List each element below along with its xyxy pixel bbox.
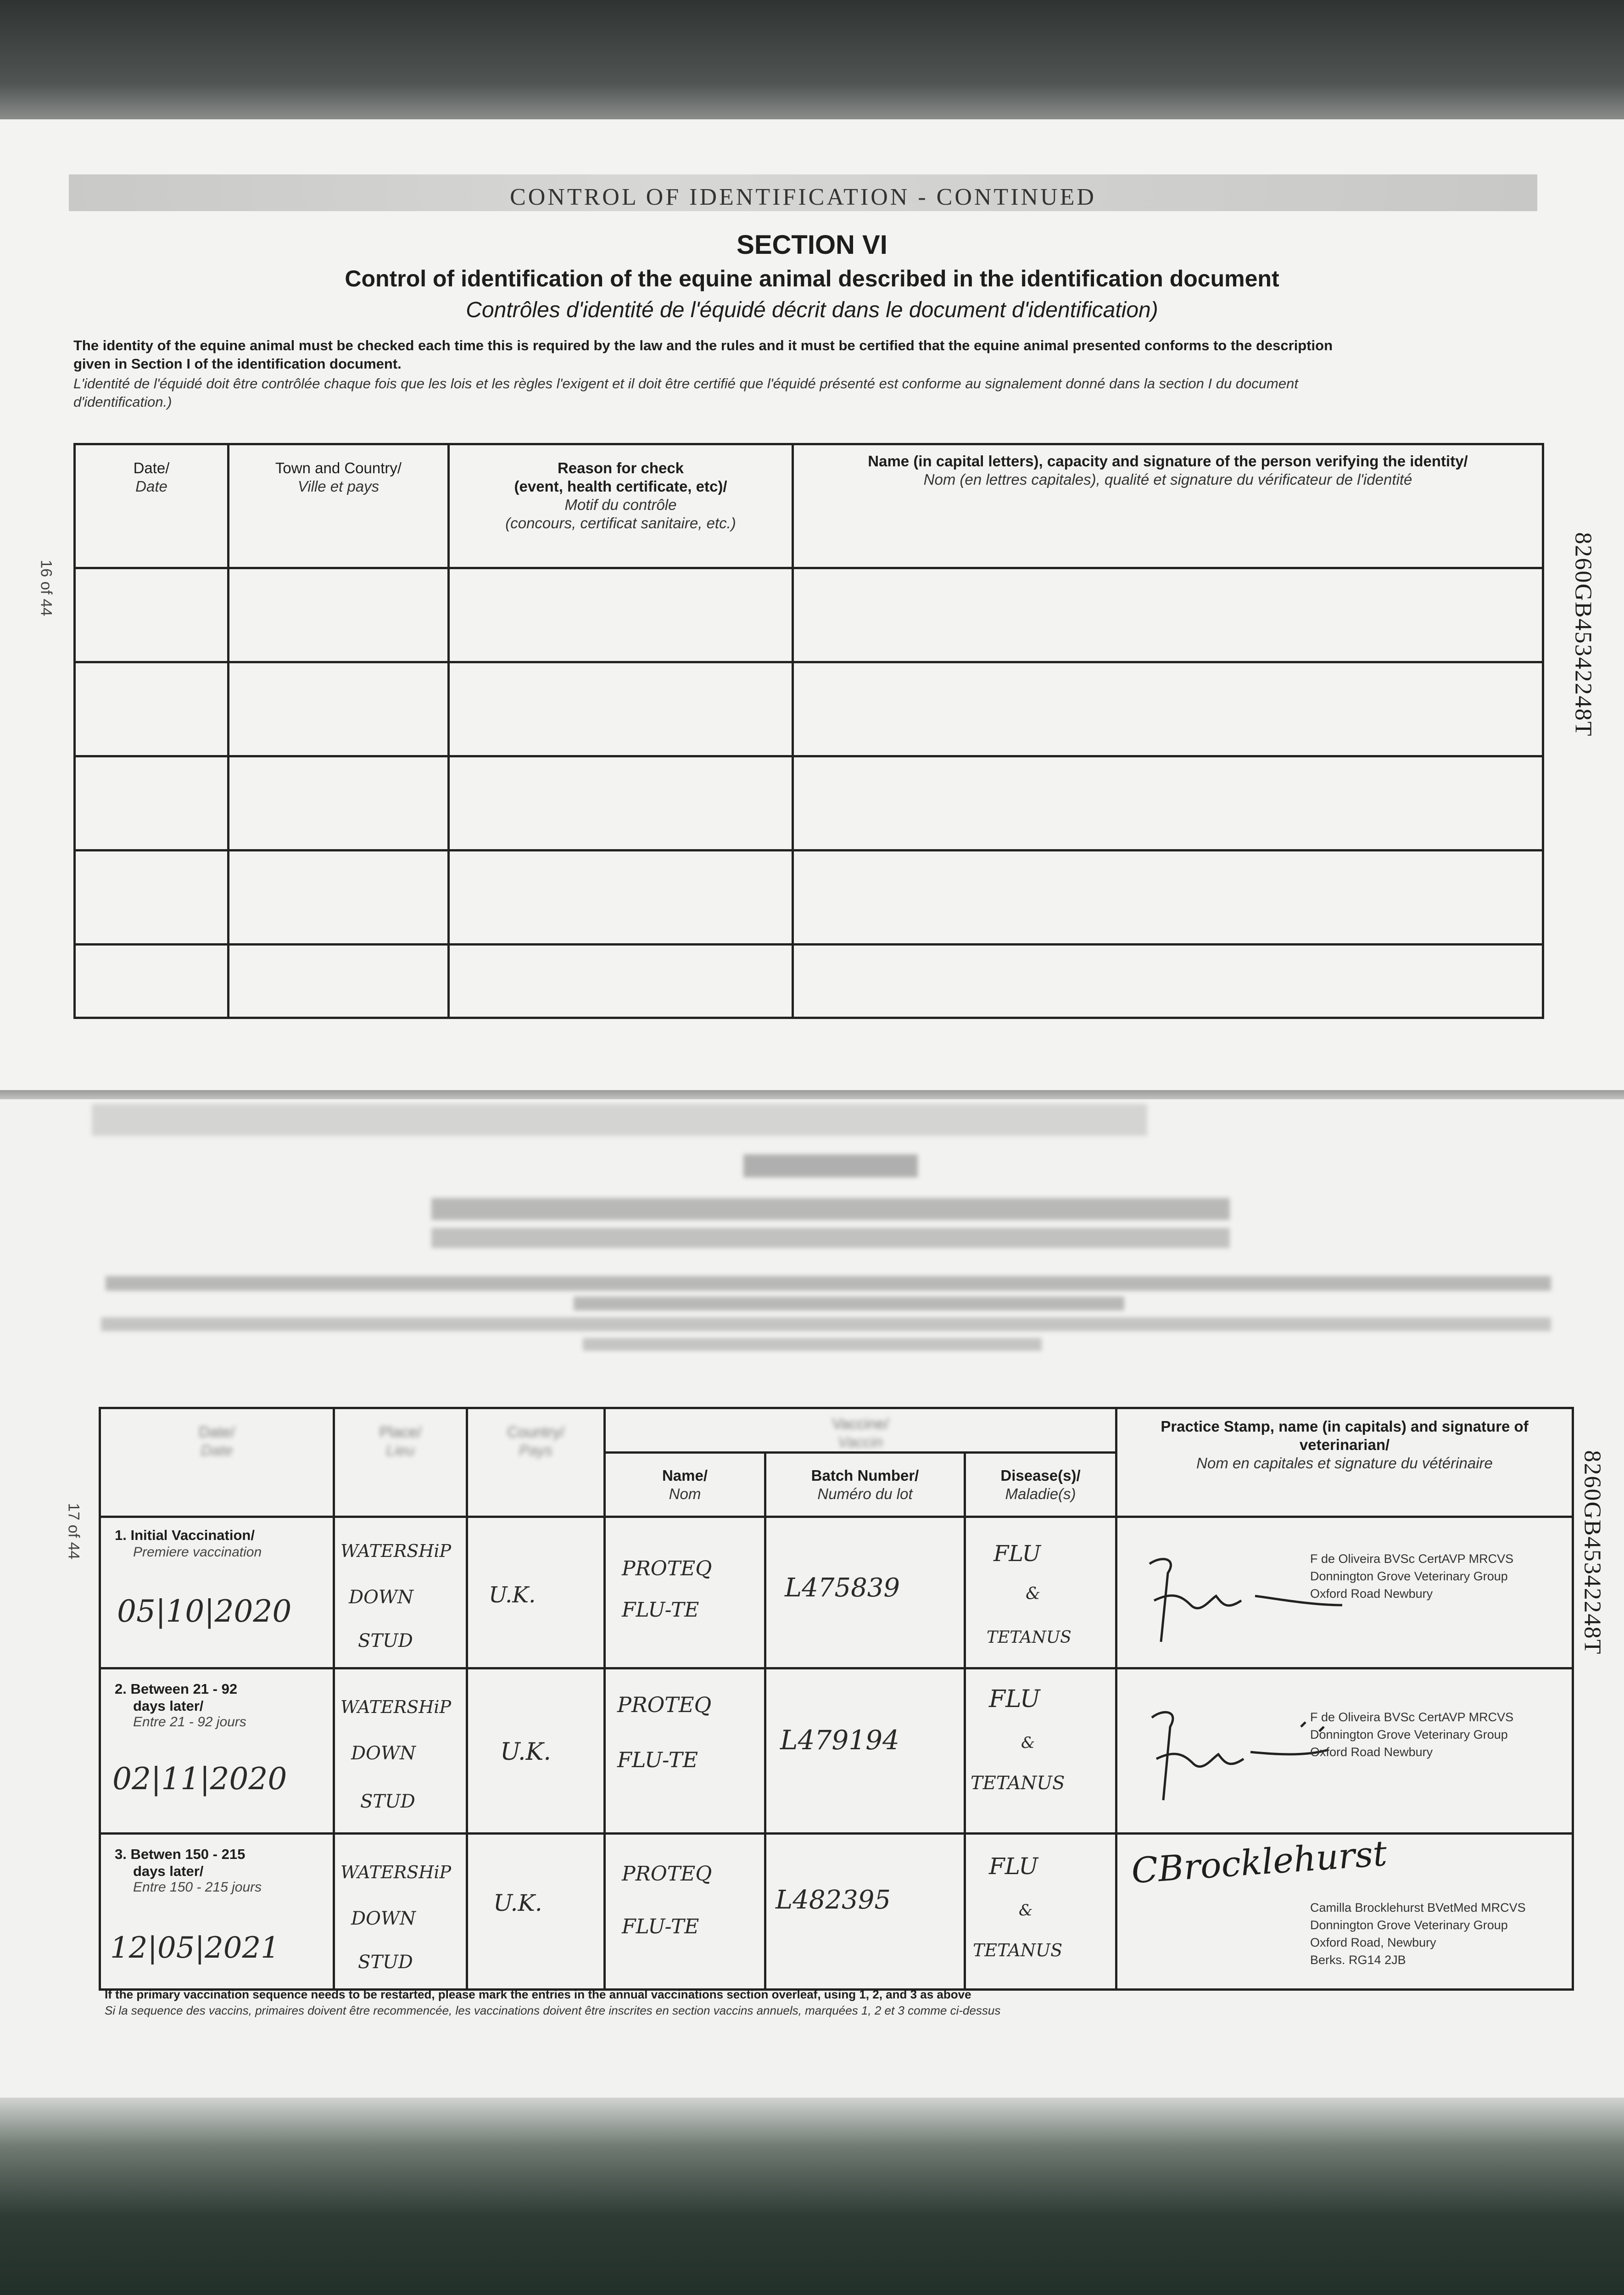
header-stamp-fr: Nom en capitales et signature du vétérinaire — [1196, 1455, 1493, 1472]
row-3-batch-cell[interactable] — [765, 1834, 965, 1990]
col-header-date — [100, 1408, 334, 1517]
table-cell[interactable] — [449, 662, 793, 756]
row-1-batch: L475839 — [785, 1573, 900, 1603]
header-country-fr: Pays — [519, 1442, 553, 1459]
row-3-place-2: DOWN — [351, 1908, 416, 1929]
table-cell[interactable] — [449, 945, 793, 1018]
section-title: SECTION VI — [737, 230, 887, 260]
stamp-line: Donnington Grove Veterinary Group — [1310, 1918, 1508, 1932]
col-header-practice-stamp — [1116, 1408, 1573, 1517]
table-row — [75, 662, 1543, 756]
intro-french-line-2: d'identification.) — [73, 394, 172, 410]
table-cell[interactable] — [75, 851, 229, 945]
blurred-instructions-4 — [583, 1338, 1042, 1351]
row-2-place-3: STUD — [360, 1791, 415, 1812]
row-1-vaccine-1: PROTEQ — [622, 1557, 712, 1580]
header-town-en: Town and Country/ — [275, 459, 402, 476]
row-2-batch: L479194 — [780, 1724, 899, 1756]
vaccination-table — [99, 1407, 1574, 1991]
row-1-disease-1: FLU — [993, 1541, 1041, 1567]
row-3-vaccine-cell[interactable] — [605, 1834, 765, 1990]
col-header-reason — [449, 444, 793, 568]
table-cell[interactable] — [449, 568, 793, 662]
col-header-disease — [965, 1453, 1116, 1517]
stamp-line: Camilla Brocklehurst BVetMed MRCVS — [1310, 1901, 1526, 1914]
title-english: Control of identification of the equine animal described in the identification document — [345, 266, 1279, 291]
row-3-batch: L482395 — [776, 1885, 891, 1915]
row-1-label-fr: Premiere vaccination — [133, 1545, 262, 1560]
row-1-vaccine-cell[interactable] — [605, 1517, 765, 1668]
blurred-instructions-3 — [101, 1317, 1551, 1331]
title-french: Contrôles d'identité de l'équidé décrit dans le document d'identification) — [466, 298, 1158, 322]
row-1-country: U.K. — [489, 1582, 536, 1608]
row-3-signature: CBrocklehurst — [1130, 1832, 1389, 1892]
banner-title: CONTROL OF IDENTIFICATION - CONTINUED — [510, 184, 1096, 210]
row-3-practice-stamp — [1310, 1899, 1526, 1969]
row-1-place-cell[interactable] — [334, 1517, 467, 1668]
table-row — [75, 851, 1543, 945]
stamp-line: Oxford Road Newbury — [1310, 1587, 1433, 1601]
row-3-vaccine-2: FLU-TE — [622, 1915, 699, 1938]
row-3-disease-3: TETANUS — [973, 1940, 1063, 1960]
row-3-label: 3. Betwen 150 - 215 — [115, 1846, 246, 1862]
row-2-label-2: days later/ — [133, 1698, 204, 1714]
row-3-disease-2: & — [1019, 1901, 1033, 1920]
row-3-place-1: WATERSHiP — [340, 1862, 452, 1882]
stamp-line: Berks. RG14 2JB — [1310, 1953, 1406, 1967]
table-cell[interactable] — [75, 568, 229, 662]
table-cell[interactable] — [229, 851, 449, 945]
table-row — [75, 756, 1543, 851]
side-id-bottom: 8260GB45342248T — [1579, 1450, 1606, 1655]
blurred-section-heading — [743, 1154, 918, 1177]
side-id-top: 8260GB45342248T — [1570, 532, 1596, 737]
intro-french-line-1: L'identité de l'équidé doit être contrôlée chaque fois que les lois et les règles l'exigent et il doit être certifié que l'équidé présenté est conforme au signalement donné dans la section I du document — [73, 375, 1298, 392]
header-place-en: Place/ — [379, 1423, 422, 1440]
col-header-town — [229, 444, 449, 568]
table-row — [75, 945, 1543, 1018]
row-2-vaccine-cell[interactable] — [605, 1668, 765, 1834]
vaccination-row-1 — [100, 1517, 1573, 1668]
header-country-en: Country/ — [507, 1423, 564, 1440]
stamp-line: Donnington Grove Veterinary Group — [1310, 1569, 1508, 1583]
page-number-top: 16 of 44 — [37, 560, 55, 616]
row-2-place-cell[interactable] — [334, 1668, 467, 1834]
blurred-subtitle — [431, 1228, 1230, 1248]
header-date-fr: Date — [135, 478, 167, 495]
header-name-en: Name/ — [662, 1467, 708, 1484]
row-1-disease-3: TETANUS — [987, 1628, 1072, 1647]
header-batch-fr: Numéro du lot — [817, 1485, 913, 1502]
row-3-place-cell[interactable] — [334, 1834, 467, 1990]
header-date-fr: Date — [201, 1442, 233, 1459]
table-cell[interactable] — [449, 756, 793, 851]
header-disease-en: Disease(s)/ — [1000, 1467, 1081, 1484]
col-header-date — [75, 444, 229, 568]
footnote-french: Si la sequence des vaccins, primaires doivent être recommencée, les vaccinations doivent être inscrites en section vaccins annuels, marquées 1, 2 et 3 comme ci-dessus — [105, 2004, 1001, 2017]
row-2-disease-1: FLU — [989, 1685, 1040, 1713]
row-1-country-cell[interactable] — [467, 1517, 605, 1668]
col-header-vaccine-name — [605, 1453, 765, 1517]
blurred-title — [431, 1198, 1230, 1220]
stamp-line: Donnington Grove Veterinary Group — [1310, 1728, 1508, 1741]
row-3-label-fr: Entre 150 - 215 jours — [133, 1880, 262, 1895]
footnote-english: If the primary vaccination sequence needs to be restarted, please mark the entries in the annual vaccinations section overleaf, using 1, 2, and 3 as above — [105, 1987, 971, 2001]
row-3-vaccine-1: PROTEQ — [622, 1862, 712, 1886]
row-3-disease-cell[interactable] — [965, 1834, 1116, 1990]
row-2-date: 02|11|2020 — [112, 1761, 287, 1797]
table-cell[interactable] — [75, 945, 229, 1018]
header-stamp-en-1: Practice Stamp, name (in capitals) and signature of — [1161, 1418, 1529, 1435]
table-cell[interactable] — [229, 662, 449, 756]
row-2-country: U.K. — [500, 1738, 551, 1766]
row-1-place-3: STUD — [358, 1630, 413, 1651]
table-cell[interactable] — [793, 568, 1543, 662]
table-cell[interactable] — [229, 756, 449, 851]
row-3-label-2: days later/ — [133, 1863, 204, 1879]
table-cell[interactable] — [449, 851, 793, 945]
identity-check-table — [73, 443, 1544, 1019]
row-2-practice-stamp — [1310, 1708, 1513, 1761]
stamp-line: F de Oliveira BVSc CertAVP MRCVS — [1310, 1552, 1514, 1566]
top-page — [0, 119, 1624, 1092]
intro-english-line-2: given in Section I of the identification document. — [73, 356, 402, 372]
header-vaccine-en: Vaccine/ — [832, 1415, 889, 1432]
stamp-line: Oxford Road, Newbury — [1310, 1936, 1436, 1949]
col-header-country — [467, 1408, 605, 1517]
table-cell[interactable] — [793, 756, 1543, 851]
row-3-place-3: STUD — [358, 1952, 413, 1973]
row-3-date-cell[interactable] — [100, 1834, 334, 1990]
header-reason-fr-1: Motif du contrôle — [564, 496, 677, 513]
header-verifier-en: Name (in capital letters), capacity and signature of the person verifying the identity/ — [868, 453, 1468, 470]
page-number-bottom: 17 of 44 — [65, 1503, 83, 1560]
row-1-date-cell[interactable] — [100, 1517, 334, 1668]
header-verifier-fr: Nom (en lettres capitales), qualité et signature du vérificateur de l'identité — [923, 471, 1412, 488]
row-2-disease-2: & — [1021, 1734, 1035, 1752]
row-2-disease-cell[interactable] — [965, 1668, 1116, 1834]
header-date-en: Date/ — [199, 1423, 235, 1440]
row-2-disease-3: TETANUS — [971, 1773, 1065, 1794]
table-cell[interactable] — [793, 851, 1543, 945]
row-2-vaccine-2: FLU-TE — [617, 1747, 698, 1772]
header-reason-en-1: Reason for check — [557, 459, 684, 476]
row-1-batch-cell[interactable] — [765, 1517, 965, 1668]
col-header-vaccine — [605, 1408, 1116, 1453]
cover-bottom-edge — [0, 2098, 1624, 2295]
header-place-fr: Lieu — [386, 1442, 415, 1459]
row-1-vaccine-2: FLU-TE — [622, 1598, 699, 1622]
table-row — [75, 568, 1543, 662]
row-2-country-cell[interactable] — [467, 1668, 605, 1834]
row-3-stamp-cell[interactable] — [1116, 1834, 1573, 1990]
col-header-batch — [765, 1453, 965, 1517]
row-3-country: U.K. — [493, 1890, 542, 1916]
stamp-line: Oxford Road Newbury — [1310, 1745, 1433, 1759]
header-vaccine-fr: Vaccin — [838, 1433, 883, 1450]
intro-english-line-1: The identity of the equine animal must be checked each time this is required by the law and the rules and it must be certified that the equine animal presented conforms to the description — [73, 337, 1333, 353]
row-3-date: 12|05|2021 — [110, 1931, 279, 1965]
row-2-place-2: DOWN — [351, 1743, 416, 1764]
table-cell[interactable] — [229, 945, 449, 1018]
row-1-disease-cell[interactable] — [965, 1517, 1116, 1668]
row-2-label-fr: Entre 21 - 92 jours — [133, 1714, 246, 1730]
header-reason-en-2: (event, health certificate, etc)/ — [514, 478, 727, 495]
row-2-stamp-cell[interactable] — [1116, 1668, 1573, 1834]
row-1-place-1: WATERSHiP — [340, 1541, 452, 1561]
header-date-en: Date/ — [133, 459, 170, 476]
table-cell[interactable] — [229, 568, 449, 662]
bottom-page — [0, 1099, 1624, 2098]
blurred-instructions-2 — [574, 1297, 1124, 1310]
table-cell[interactable] — [793, 662, 1543, 756]
row-2-date-cell[interactable] — [100, 1668, 334, 1834]
row-1-practice-stamp — [1310, 1550, 1513, 1602]
row-3-disease-1: FLU — [989, 1853, 1038, 1880]
header-disease-fr: Maladie(s) — [1005, 1485, 1076, 1502]
row-2-batch-cell[interactable] — [765, 1668, 965, 1834]
vaccination-row-2 — [100, 1668, 1573, 1834]
vaccination-row-3 — [100, 1834, 1573, 1990]
col-header-place — [334, 1408, 467, 1517]
row-2-label: 2. Between 21 - 92 — [115, 1681, 238, 1697]
row-1-label: 1. Initial Vaccination/ — [115, 1527, 255, 1543]
header-stamp-en-2: veterinarian/ — [1299, 1436, 1390, 1453]
row-1-stamp-cell[interactable] — [1116, 1517, 1573, 1668]
row-2-place-1: WATERSHiP — [340, 1697, 452, 1717]
header-reason-fr-2: (concours, certificat sanitaire, etc.) — [505, 515, 736, 532]
header-town-fr: Ville et pays — [297, 478, 379, 495]
col-header-verifier — [793, 444, 1543, 568]
header-name-fr: Nom — [669, 1485, 701, 1502]
blurred-banner — [92, 1104, 1147, 1136]
row-1-disease-2: & — [1026, 1584, 1041, 1603]
scan-top-edge — [0, 0, 1624, 119]
row-1-date: 05|10|2020 — [117, 1594, 292, 1629]
row-3-country-cell[interactable] — [467, 1834, 605, 1990]
header-batch-en: Batch Number/ — [811, 1467, 919, 1484]
row-1-place-2: DOWN — [349, 1587, 413, 1608]
table-cell[interactable] — [75, 662, 229, 756]
blurred-instructions-1 — [106, 1276, 1551, 1291]
row-2-vaccine-1: PROTEQ — [617, 1692, 712, 1717]
table-cell[interactable] — [75, 756, 229, 851]
stamp-line: F de Oliveira BVSc CertAVP MRCVS — [1310, 1710, 1514, 1724]
table-cell[interactable] — [793, 945, 1543, 1018]
